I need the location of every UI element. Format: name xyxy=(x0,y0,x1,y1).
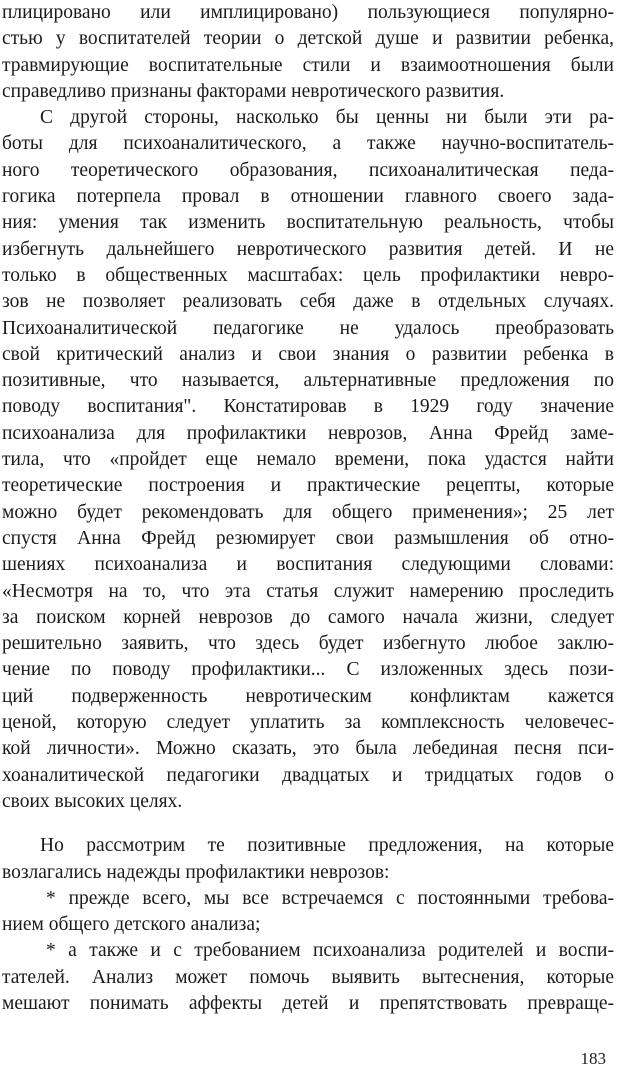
text-line: ций подверженность невротическим конфликтам кажется xyxy=(2,685,614,707)
text-line: ного теоретического образования, психоаналитическая педа- xyxy=(2,159,614,181)
body-text xyxy=(2,0,614,1017)
text-line: «Несмотря на то, что эта статья служит намерению проследить xyxy=(2,580,614,602)
paragraph-5 xyxy=(2,938,614,1017)
text-line: шениях психоанализа и воспитания следующими словами: xyxy=(2,554,614,576)
text-line: только в общественных масштабах: цель профилактики невро- xyxy=(2,264,614,286)
paragraph-2 xyxy=(2,105,614,815)
text-line: чение по поводу профилактики... С изложенных здесь пози- xyxy=(2,659,614,681)
text-line: можно будет рекомендовать для общего применения»; 25 лет xyxy=(2,501,614,523)
text-line: избегнуть дальнейшего невротического развития детей. И не xyxy=(2,238,614,260)
text-line: боты для психоаналитического, а также научно-воспитатель- xyxy=(2,133,614,155)
text-line: нием общего детского анализа; xyxy=(2,914,261,936)
paragraph-1 xyxy=(2,0,614,105)
text-line: * а также и с требованием психоанализа родителей и воспи- xyxy=(46,940,614,962)
text-line: хоаналитической педагогики двадцатых и тридцатых годов о xyxy=(2,764,614,786)
text-line: спустя Анна Фрейд резюмирует свои размышления об отно- xyxy=(2,527,614,549)
text-line: возлагались надежды профилактики неврозов: xyxy=(2,861,390,883)
text-line: за поиском корней неврозов до самого начала жизни, следует xyxy=(2,606,614,628)
text-line: плицировано или имплицировано) пользующиеся популярно- xyxy=(2,2,614,23)
text-line: ценой, которую следует уплатить за комплексность человечес- xyxy=(2,712,614,734)
paragraph-gap xyxy=(2,815,614,833)
text-line: стью у воспитателей теории о детской душе и развитии ребенка, xyxy=(2,28,614,50)
text-line: зов не позволяет реализовать себя даже в отдельных случаях. xyxy=(2,291,614,313)
text-line: * прежде всего, мы все встречаемся с постоянными требова- xyxy=(46,887,614,909)
page-number: 183 xyxy=(580,1049,606,1068)
text-line: гогика потерпела провал в отношении главного своего зада- xyxy=(2,186,614,208)
text-line: позитивные, что называется, альтернативные предложения по xyxy=(2,370,614,392)
text-line: поводу воспитания". Констатировав в 1929 году значение xyxy=(2,396,614,418)
text-line: тателей. Анализ может помочь выявить вытеснения, которые xyxy=(2,966,614,988)
text-line: травмирующие воспитательные стили и взаимоотношения были xyxy=(2,54,614,76)
text-line: справедливо признаны факторами невротического развития. xyxy=(2,80,505,102)
text-line: Но рассмотрим те позитивные предложения, на которые xyxy=(40,835,614,857)
text-line: решительно заявить, что здесь будет избегнуто любое заклю- xyxy=(2,633,614,655)
paragraph-3 xyxy=(2,833,614,886)
paragraph-4 xyxy=(2,886,614,939)
text-line: своих высоких целях. xyxy=(2,790,183,812)
text-line: тила, что «пройдет еще немало времени, пока удастся найти xyxy=(2,449,614,471)
text-line: свой критический анализ и свои знания о развитии ребенка в xyxy=(2,343,614,365)
text-line: ния: умения так изменить воспитательную реальность, чтобы xyxy=(2,212,614,234)
text-line: мешают понимать аффекты детей и препятствовать превраще- xyxy=(2,992,614,1014)
text-line: Психоаналитической педагогике не удалось преобразовать xyxy=(2,317,614,339)
text-line: кой личности». Можно сказать, это была лебединая песня пси- xyxy=(2,738,614,760)
text-line: психоанализа для профилактики неврозов, Анна Фрейд заме- xyxy=(2,422,614,444)
text-line: С другой стороны, насколько бы ценны ни были эти ра- xyxy=(40,107,614,129)
text-line: теоретические построения и практические рецепты, которые xyxy=(2,475,614,497)
